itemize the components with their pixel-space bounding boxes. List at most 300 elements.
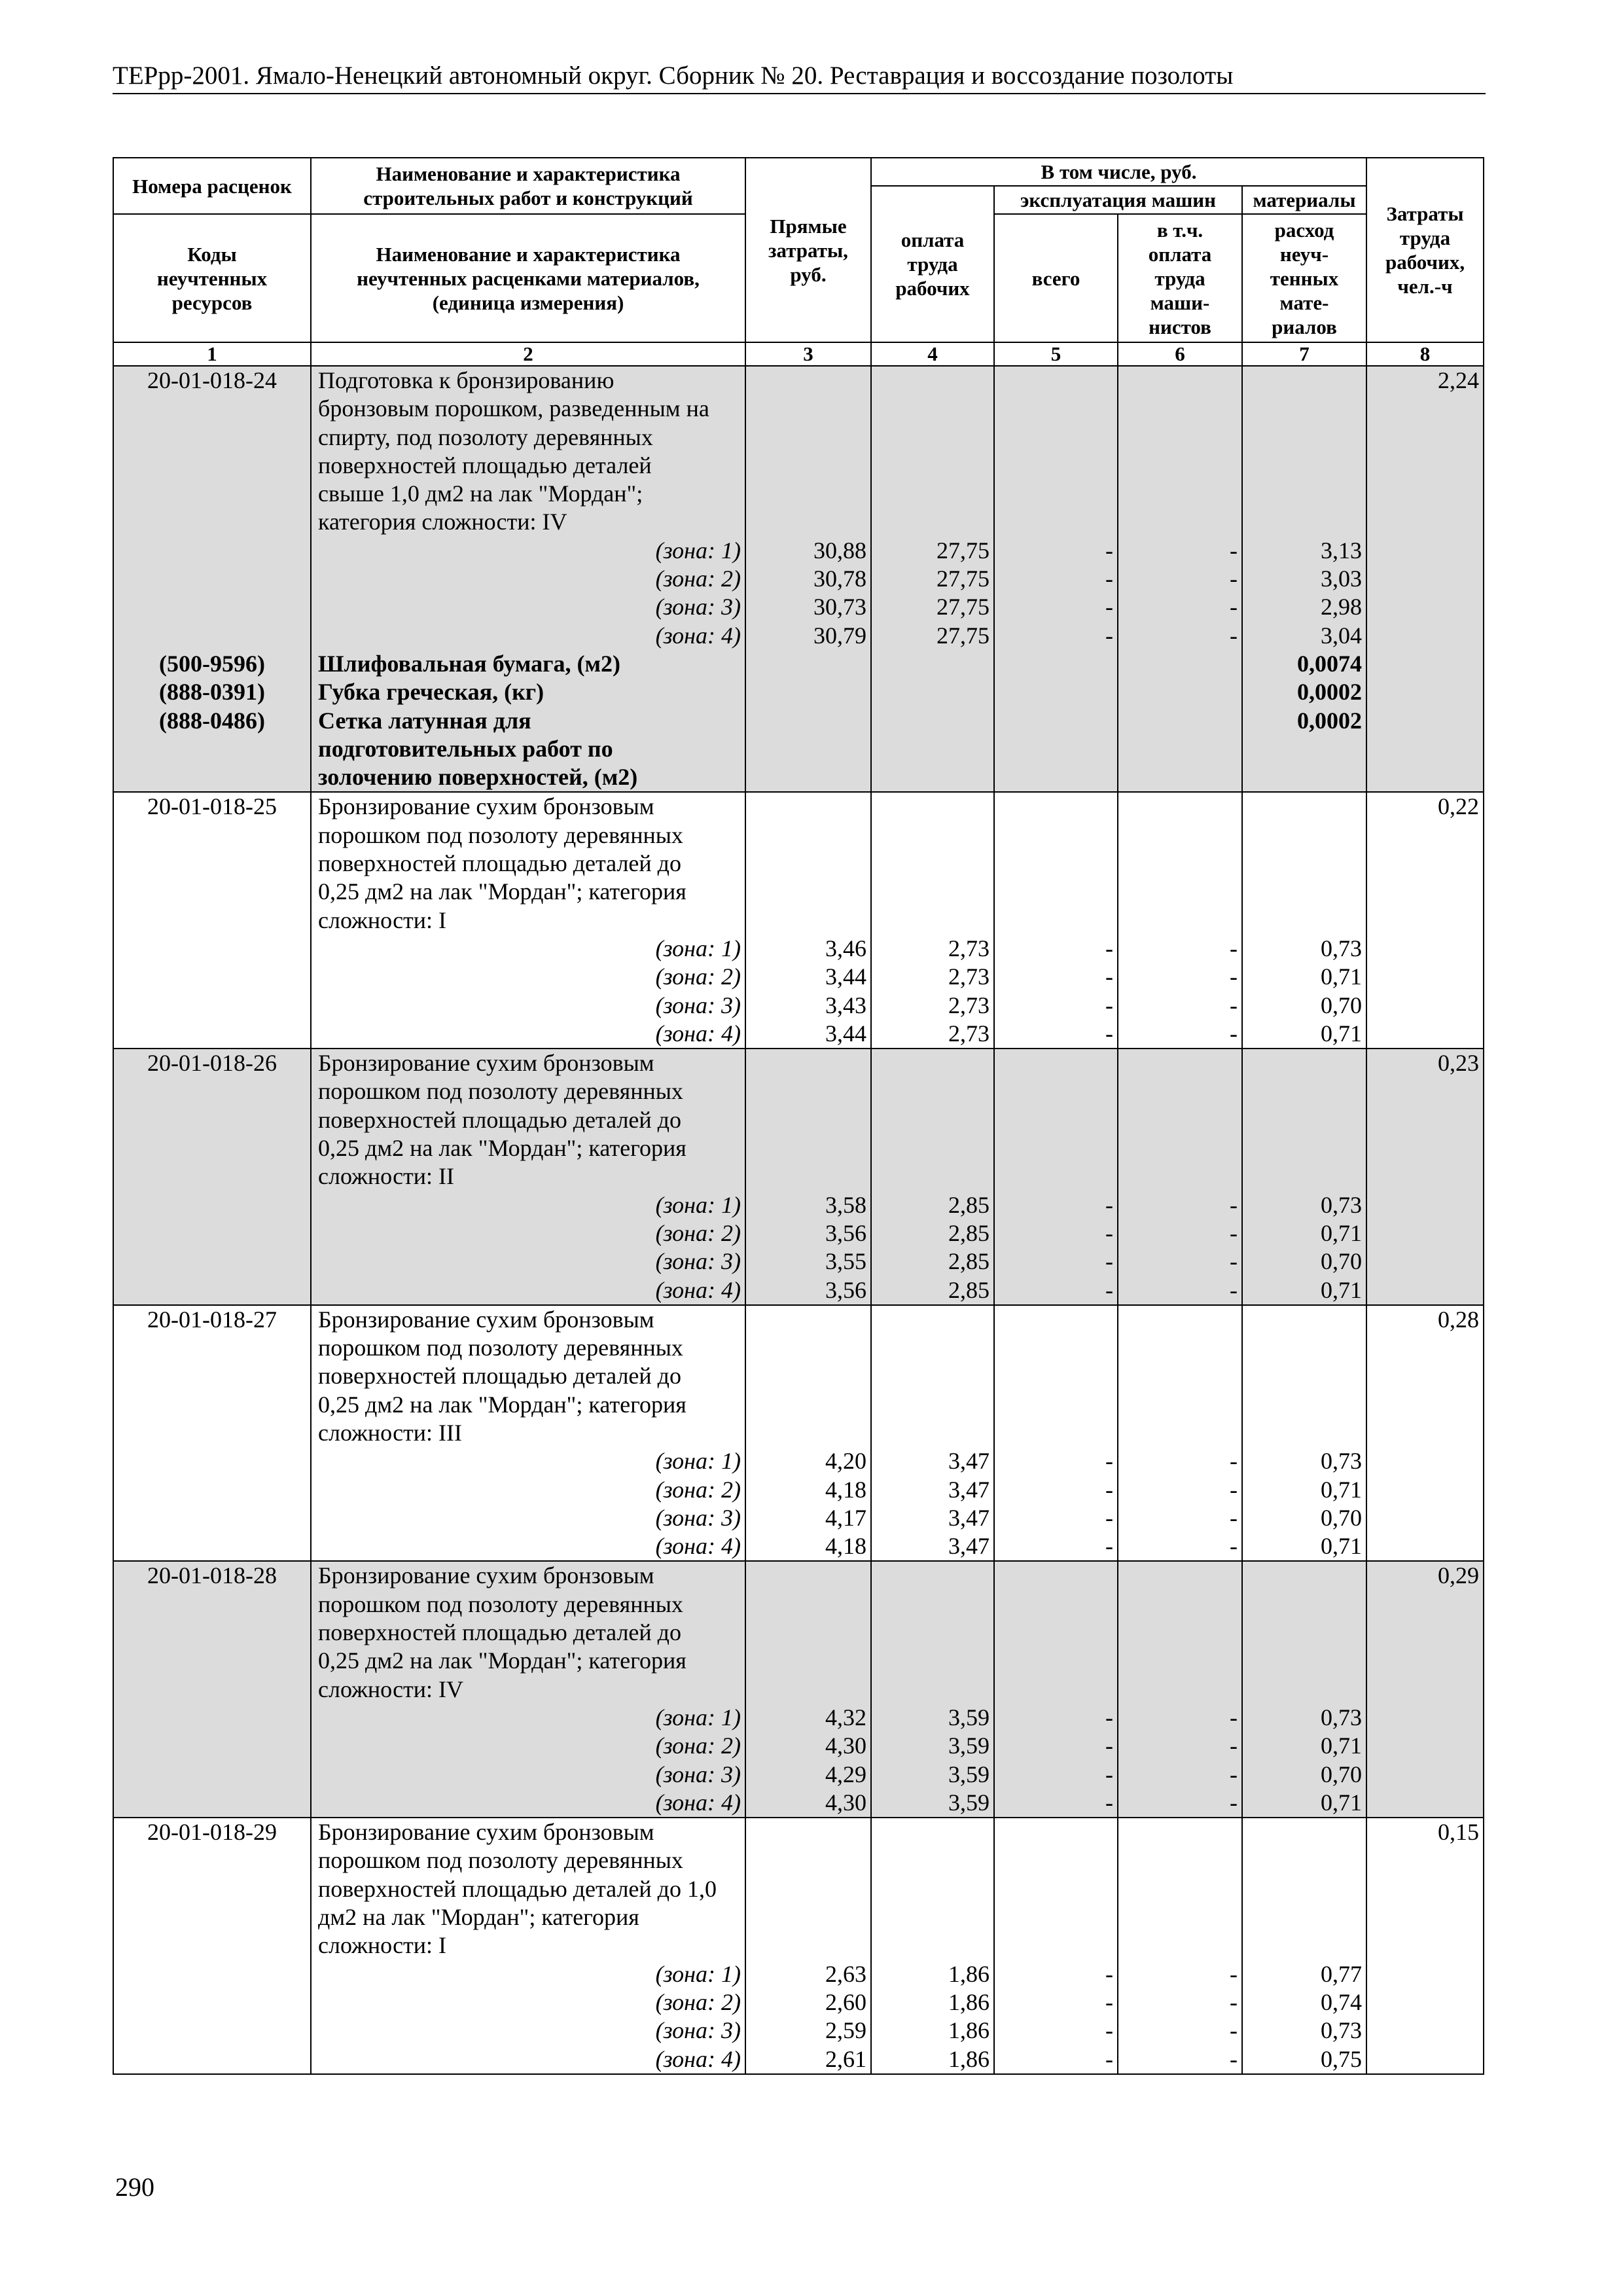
resource-name-line: Сетка латунная для bbox=[318, 707, 531, 734]
machines-total: - bbox=[1105, 565, 1113, 592]
labor-cost-cell bbox=[1366, 1561, 1484, 1818]
workers-wages: 2,85 bbox=[948, 1276, 990, 1303]
spacer bbox=[118, 1647, 306, 1675]
spacer bbox=[1122, 1619, 1238, 1647]
spacer bbox=[1122, 1818, 1238, 1846]
spacer bbox=[750, 1049, 866, 1077]
zone-label: (зона: 3) bbox=[655, 2017, 741, 2044]
direct-cost: 3,44 bbox=[825, 963, 866, 990]
spacer bbox=[118, 2045, 306, 2073]
machines-total: - bbox=[1105, 1988, 1113, 2015]
zone-label: (зона: 1) bbox=[655, 1960, 741, 1987]
machinist-wages: - bbox=[1230, 1504, 1238, 1531]
machinist-wages-cell bbox=[1118, 1049, 1242, 1305]
materials-cost: 0,70 bbox=[1321, 992, 1363, 1018]
spacer bbox=[118, 395, 306, 423]
description-line: Бронзирование сухим бронзовым bbox=[318, 1306, 654, 1333]
description-line: свыше 1,0 дм2 на лак "Мордан"; bbox=[318, 480, 643, 507]
rate-code-cell bbox=[113, 1049, 311, 1305]
spacer bbox=[118, 1960, 306, 1988]
machinist-wages: - bbox=[1230, 1476, 1238, 1503]
spacer bbox=[750, 508, 866, 536]
spacer bbox=[118, 1219, 306, 1247]
spacer bbox=[1247, 1362, 1362, 1390]
spacer bbox=[999, 1419, 1113, 1447]
spacer bbox=[1122, 906, 1238, 935]
spacer bbox=[876, 1676, 990, 1704]
description-line: сложности: III bbox=[318, 1419, 463, 1446]
machinist-wages: - bbox=[1230, 1219, 1238, 1246]
spacer bbox=[118, 992, 306, 1020]
spacer bbox=[999, 1077, 1113, 1105]
spacer bbox=[750, 1391, 866, 1419]
spacer bbox=[876, 1619, 990, 1647]
spacer bbox=[876, 906, 990, 935]
spacer bbox=[118, 452, 306, 480]
spacer bbox=[750, 906, 866, 935]
workers-wages: 3,59 bbox=[948, 1704, 990, 1731]
rate-code: 20-01-018-27 bbox=[147, 1306, 277, 1333]
spacer bbox=[118, 1761, 306, 1789]
spacer bbox=[876, 1077, 990, 1105]
machines-total: - bbox=[1105, 1476, 1113, 1503]
spacer bbox=[1247, 1875, 1362, 1903]
machines-total: - bbox=[1105, 1448, 1113, 1475]
machinist-wages: - bbox=[1230, 963, 1238, 990]
zone-label: (зона: 2) bbox=[655, 1476, 741, 1503]
zone-label: (зона: 4) bbox=[655, 1276, 741, 1303]
spacer bbox=[1122, 480, 1238, 508]
materials-cost: 0,73 bbox=[1321, 1704, 1363, 1731]
machinist-wages-cell bbox=[1118, 1561, 1242, 1818]
column-numbers-row bbox=[113, 342, 1484, 366]
workers-wages: 3,59 bbox=[948, 1789, 990, 1816]
spacer bbox=[750, 1306, 866, 1334]
machinist-wages: - bbox=[1230, 1448, 1238, 1475]
spacer bbox=[118, 1676, 306, 1704]
spacer bbox=[118, 763, 306, 791]
description-line: сложности: I bbox=[318, 1932, 447, 1959]
direct-cost-cell bbox=[745, 1305, 871, 1562]
description-line: поверхностей площадью деталей до bbox=[318, 850, 681, 877]
spacer bbox=[999, 1106, 1113, 1134]
spacer bbox=[750, 452, 866, 480]
materials-cost: 0,74 bbox=[1321, 1988, 1363, 2015]
spacer bbox=[118, 1875, 306, 1903]
spacer bbox=[118, 423, 306, 452]
spacer bbox=[118, 2017, 306, 2045]
spacer bbox=[876, 1590, 990, 1619]
workers-wages-cell bbox=[871, 792, 994, 1049]
zone-label: (зона: 3) bbox=[655, 594, 741, 620]
header-direct-costs: Прямые затраты, руб. bbox=[745, 158, 871, 342]
spacer bbox=[999, 1619, 1113, 1647]
spacer bbox=[118, 1447, 306, 1475]
machines-total: - bbox=[1105, 2017, 1113, 2044]
spacer bbox=[876, 1931, 990, 1960]
description-line: порошком под позолоту деревянных bbox=[318, 1078, 683, 1105]
spacer bbox=[876, 1846, 990, 1874]
labor-cost: 0,22 bbox=[1438, 793, 1480, 820]
spacer bbox=[1122, 1362, 1238, 1390]
spacer bbox=[750, 1846, 866, 1874]
workers-wages: 2,85 bbox=[948, 1191, 990, 1218]
spacer bbox=[999, 1162, 1113, 1191]
resource-name-line: Губка греческая, (кг) bbox=[318, 679, 544, 706]
materials-cost: 0,73 bbox=[1321, 935, 1363, 961]
spacer bbox=[750, 395, 866, 423]
zone-label: (зона: 2) bbox=[655, 1219, 741, 1246]
machinist-wages-cell bbox=[1118, 792, 1242, 1049]
workers-wages: 3,47 bbox=[948, 1533, 990, 1560]
spacer bbox=[999, 1362, 1113, 1390]
workers-wages: 3,47 bbox=[948, 1448, 990, 1475]
header-labor-costs: Затраты труда рабочих, чел.-ч bbox=[1366, 158, 1484, 342]
spacer bbox=[1247, 1391, 1362, 1419]
machines-total: - bbox=[1105, 2045, 1113, 2072]
description-line: сложности: I bbox=[318, 906, 447, 933]
spacer bbox=[999, 850, 1113, 878]
labor-cost: 0,15 bbox=[1438, 1819, 1480, 1846]
spacer bbox=[1247, 1049, 1362, 1077]
spacer bbox=[999, 793, 1113, 821]
spacer bbox=[999, 878, 1113, 906]
spacer bbox=[876, 1162, 990, 1191]
materials-cost: 0,71 bbox=[1321, 963, 1363, 990]
machines-total: - bbox=[1105, 622, 1113, 649]
column-number: 2 bbox=[311, 342, 745, 366]
materials-cost: 0,70 bbox=[1321, 1248, 1363, 1275]
rate-code-cell bbox=[113, 366, 311, 792]
spacer bbox=[1122, 1306, 1238, 1334]
spacer bbox=[1122, 1134, 1238, 1162]
machines-total: - bbox=[1105, 537, 1113, 564]
workers-wages: 27,75 bbox=[936, 537, 990, 564]
rate-description-cell bbox=[311, 792, 745, 1049]
zone-label: (зона: 4) bbox=[655, 2045, 741, 2072]
description-line: сложности: II bbox=[318, 1163, 455, 1190]
spacer bbox=[750, 1362, 866, 1390]
header-material-name: Наименование и характеристика неучтенных расценками материалов, (единица измерения) bbox=[311, 214, 745, 342]
description-line: порошком под позолоту деревянных bbox=[318, 1335, 683, 1361]
labor-cost: 0,29 bbox=[1438, 1562, 1480, 1589]
resource-code: (888-0391) bbox=[159, 679, 265, 706]
direct-cost: 4,18 bbox=[825, 1476, 866, 1503]
workers-wages-cell bbox=[871, 1561, 994, 1818]
machinist-wages: - bbox=[1230, 565, 1238, 592]
direct-cost: 2,59 bbox=[825, 2017, 866, 2044]
rate-entry-row bbox=[113, 1305, 1484, 1562]
workers-wages-cell bbox=[871, 1049, 994, 1305]
spacer bbox=[750, 1106, 866, 1134]
spacer bbox=[750, 1334, 866, 1362]
description-line: 0,25 дм2 на лак "Мордан"; категория bbox=[318, 1391, 687, 1418]
direct-cost: 4,30 bbox=[825, 1789, 866, 1816]
rate-entry-row bbox=[113, 366, 1484, 792]
spacer bbox=[1247, 906, 1362, 935]
spacer bbox=[750, 878, 866, 906]
description-line: поверхностей площадью деталей до bbox=[318, 1363, 681, 1390]
spacer bbox=[876, 367, 990, 395]
spacer bbox=[1247, 423, 1362, 452]
machines-total-cell bbox=[994, 792, 1118, 1049]
spacer bbox=[1247, 1647, 1362, 1675]
workers-wages-cell bbox=[871, 1818, 994, 2074]
direct-cost: 4,20 bbox=[825, 1448, 866, 1475]
spacer bbox=[750, 1077, 866, 1105]
workers-wages: 2,73 bbox=[948, 1020, 990, 1047]
spacer bbox=[1122, 1875, 1238, 1903]
spacer bbox=[1247, 735, 1362, 763]
spacer bbox=[750, 1419, 866, 1447]
description-line: поверхностей площадью деталей до bbox=[318, 1619, 681, 1646]
spacer bbox=[1122, 821, 1238, 850]
machinist-wages-cell bbox=[1118, 1818, 1242, 2074]
spacer bbox=[999, 423, 1113, 452]
spacer bbox=[1122, 793, 1238, 821]
machines-total: - bbox=[1105, 1504, 1113, 1531]
workers-wages: 2,73 bbox=[948, 963, 990, 990]
spacer bbox=[876, 1306, 990, 1334]
spacer bbox=[118, 622, 306, 650]
spacer bbox=[118, 1931, 306, 1960]
direct-cost: 2,63 bbox=[825, 1960, 866, 1987]
spacer bbox=[118, 1903, 306, 1931]
zone-label: (зона: 1) bbox=[655, 1448, 741, 1475]
resource-consumption: 0,0002 bbox=[1297, 707, 1363, 734]
spacer bbox=[1247, 821, 1362, 850]
zone-label: (зона: 2) bbox=[655, 565, 741, 592]
materials-cost: 0,71 bbox=[1321, 1276, 1363, 1303]
spacer bbox=[876, 1362, 990, 1390]
zone-label: (зона: 4) bbox=[655, 1789, 741, 1816]
labor-cost-cell bbox=[1366, 792, 1484, 1049]
spacer bbox=[118, 1504, 306, 1532]
description-line: Бронзирование сухим бронзовым bbox=[318, 1562, 654, 1589]
column-number: 4 bbox=[871, 342, 994, 366]
spacer bbox=[750, 1162, 866, 1191]
workers-wages: 2,73 bbox=[948, 935, 990, 961]
machinist-wages: - bbox=[1230, 1191, 1238, 1218]
spacer bbox=[750, 423, 866, 452]
spacer bbox=[1122, 1162, 1238, 1191]
direct-cost: 4,32 bbox=[825, 1704, 866, 1731]
spacer bbox=[876, 1106, 990, 1134]
machinist-wages: - bbox=[1230, 1276, 1238, 1303]
spacer bbox=[1122, 1931, 1238, 1960]
spacer bbox=[999, 480, 1113, 508]
spacer bbox=[876, 1647, 990, 1675]
column-number: 5 bbox=[994, 342, 1118, 366]
rates-table bbox=[113, 157, 1484, 2075]
spacer bbox=[750, 793, 866, 821]
spacer bbox=[1247, 1562, 1362, 1590]
header-workers-wages: оплата труда рабочих bbox=[871, 186, 994, 342]
spacer bbox=[118, 906, 306, 935]
spacer bbox=[1122, 423, 1238, 452]
page-number: 290 bbox=[115, 2172, 154, 2202]
description-line: Бронзирование сухим бронзовым bbox=[318, 793, 654, 820]
materials-cost: 2,98 bbox=[1321, 594, 1363, 620]
direct-cost-cell bbox=[745, 1049, 871, 1305]
direct-cost: 4,17 bbox=[825, 1504, 866, 1531]
column-number: 8 bbox=[1366, 342, 1484, 366]
resource-name-line: золочению поверхностей, (м2) bbox=[318, 764, 638, 791]
spacer bbox=[1122, 452, 1238, 480]
spacer bbox=[118, 1362, 306, 1390]
zone-label: (зона: 3) bbox=[655, 1504, 741, 1531]
labor-cost-cell bbox=[1366, 1049, 1484, 1305]
machinist-wages-cell bbox=[1118, 366, 1242, 792]
spacer bbox=[876, 878, 990, 906]
spacer bbox=[876, 821, 990, 850]
spacer bbox=[999, 1818, 1113, 1846]
machines-total: - bbox=[1105, 1219, 1113, 1246]
header-machines-total: всего bbox=[994, 214, 1118, 342]
spacer bbox=[999, 1049, 1113, 1077]
direct-cost: 4,29 bbox=[825, 1761, 866, 1787]
direct-cost-cell bbox=[745, 366, 871, 792]
machinist-wages: - bbox=[1230, 537, 1238, 564]
zone-label: (зона: 1) bbox=[655, 935, 741, 961]
spacer bbox=[1122, 1419, 1238, 1447]
spacer bbox=[1122, 1647, 1238, 1675]
spacer bbox=[876, 1818, 990, 1846]
spacer bbox=[1122, 1106, 1238, 1134]
spacer bbox=[1247, 1077, 1362, 1105]
description-line: порошком под позолоту деревянных bbox=[318, 821, 683, 848]
spacer bbox=[118, 1276, 306, 1304]
spacer bbox=[118, 1532, 306, 1560]
spacer bbox=[876, 1562, 990, 1590]
spacer bbox=[1247, 850, 1362, 878]
zone-label: (зона: 4) bbox=[655, 622, 741, 649]
direct-cost: 30,79 bbox=[813, 622, 866, 649]
spacer bbox=[1122, 1077, 1238, 1105]
materials-cost-cell bbox=[1242, 1049, 1366, 1305]
spacer bbox=[750, 1134, 866, 1162]
spacer bbox=[118, 480, 306, 508]
materials-cost: 3,13 bbox=[1321, 537, 1363, 564]
direct-cost: 3,46 bbox=[825, 935, 866, 961]
spacer bbox=[876, 395, 990, 423]
spacer bbox=[118, 1191, 306, 1219]
zone-label: (зона: 3) bbox=[655, 1248, 741, 1275]
machines-total: - bbox=[1105, 1533, 1113, 1560]
spacer bbox=[999, 1590, 1113, 1619]
spacer bbox=[750, 1619, 866, 1647]
column-number: 7 bbox=[1242, 342, 1366, 366]
spacer bbox=[750, 1903, 866, 1931]
materials-cost-cell bbox=[1242, 366, 1366, 792]
materials-cost: 0,73 bbox=[1321, 1191, 1363, 1218]
zone-label: (зона: 3) bbox=[655, 992, 741, 1018]
spacer bbox=[876, 793, 990, 821]
machines-total: - bbox=[1105, 1732, 1113, 1759]
workers-wages: 3,47 bbox=[948, 1504, 990, 1531]
rate-description-cell bbox=[311, 1561, 745, 1818]
machinist-wages: - bbox=[1230, 1248, 1238, 1275]
spacer bbox=[1122, 1562, 1238, 1590]
description-line: поверхностей площадью деталей до 1,0 bbox=[318, 1875, 717, 1902]
spacer bbox=[750, 480, 866, 508]
spacer bbox=[999, 1562, 1113, 1590]
spacer bbox=[999, 1334, 1113, 1362]
spacer bbox=[118, 508, 306, 536]
zone-label: (зона: 1) bbox=[655, 1704, 741, 1731]
description-line: порошком под позолоту деревянных bbox=[318, 1590, 683, 1617]
machines-total: - bbox=[1105, 1020, 1113, 1047]
machinist-wages: - bbox=[1230, 622, 1238, 649]
spacer bbox=[876, 423, 990, 452]
spacer bbox=[876, 850, 990, 878]
spacer bbox=[118, 1590, 306, 1619]
materials-cost: 0,71 bbox=[1321, 1219, 1363, 1246]
zone-label: (зона: 2) bbox=[655, 1988, 741, 2015]
labor-cost: 0,23 bbox=[1438, 1050, 1480, 1077]
spacer bbox=[1247, 1818, 1362, 1846]
rate-code: 20-01-018-24 bbox=[147, 367, 277, 393]
direct-cost-cell bbox=[745, 792, 871, 1049]
header-unaccounted-materials: расход неуч- тенных мате- риалов bbox=[1242, 214, 1366, 342]
spacer bbox=[999, 508, 1113, 536]
description-line: бронзовым порошком, разведенным на bbox=[318, 395, 709, 422]
machinist-wages: - bbox=[1230, 2045, 1238, 2072]
materials-cost-cell bbox=[1242, 1818, 1366, 2074]
machinist-wages: - bbox=[1230, 1020, 1238, 1047]
direct-cost: 3,55 bbox=[825, 1248, 866, 1275]
machinist-wages: - bbox=[1230, 1732, 1238, 1759]
spacer bbox=[999, 1903, 1113, 1931]
machines-total-cell bbox=[994, 366, 1118, 792]
spacer bbox=[1247, 367, 1362, 395]
spacer bbox=[1247, 1590, 1362, 1619]
spacer bbox=[1122, 1846, 1238, 1874]
spacer bbox=[750, 367, 866, 395]
workers-wages: 3,59 bbox=[948, 1732, 990, 1759]
spacer bbox=[1247, 508, 1362, 536]
description-line: Подготовка к бронзированию bbox=[318, 367, 615, 393]
machines-total: - bbox=[1105, 1761, 1113, 1787]
workers-wages: 1,86 bbox=[948, 1988, 990, 2015]
spacer bbox=[999, 1306, 1113, 1334]
zone-label: (зона: 3) bbox=[655, 1761, 741, 1787]
rate-code: 20-01-018-28 bbox=[147, 1562, 277, 1589]
rate-description-cell bbox=[311, 1305, 745, 1562]
spacer bbox=[1247, 1334, 1362, 1362]
description-line: поверхностей площадью деталей bbox=[318, 452, 652, 478]
spacer bbox=[118, 1419, 306, 1447]
rate-code-cell bbox=[113, 792, 311, 1049]
zone-label: (зона: 4) bbox=[655, 1533, 741, 1560]
workers-wages: 1,86 bbox=[948, 2045, 990, 2072]
resource-consumption: 0,0002 bbox=[1297, 679, 1363, 706]
machines-total-cell bbox=[994, 1818, 1118, 2074]
machinist-wages: - bbox=[1230, 992, 1238, 1018]
spacer bbox=[999, 1875, 1113, 1903]
spacer bbox=[118, 565, 306, 593]
spacer bbox=[1247, 1931, 1362, 1960]
spacer bbox=[999, 1931, 1113, 1960]
spacer bbox=[1122, 1903, 1238, 1931]
machines-total: - bbox=[1105, 992, 1113, 1018]
rates-body bbox=[113, 366, 1484, 2074]
spacer bbox=[999, 906, 1113, 935]
resource-name-line: Шлифовальная бумага, (м2) bbox=[318, 650, 620, 677]
materials-cost: 0,71 bbox=[1321, 1476, 1363, 1503]
materials-cost: 0,70 bbox=[1321, 1504, 1363, 1531]
direct-cost: 2,60 bbox=[825, 1988, 866, 2015]
